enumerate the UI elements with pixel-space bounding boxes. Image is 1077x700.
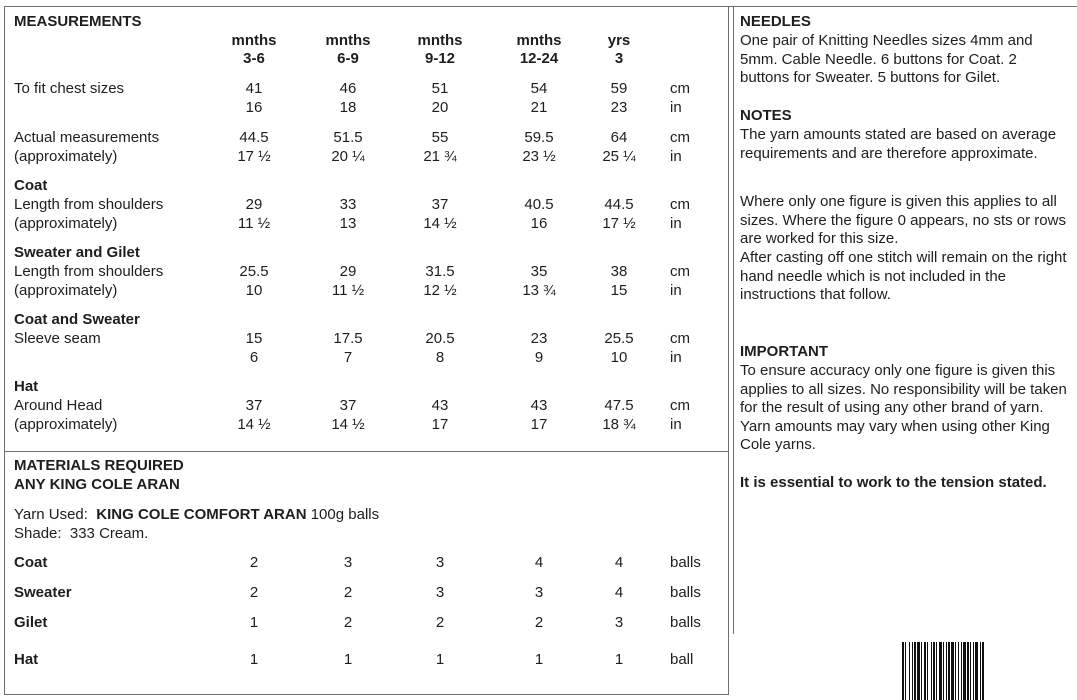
- size-header-top: mnths: [417, 32, 463, 49]
- barcode-bar: [943, 642, 944, 700]
- row-label: (approximately): [14, 148, 118, 165]
- barcode: [902, 642, 1077, 700]
- row-label: Around Head: [14, 397, 103, 414]
- row-label: Length from shoulders: [14, 263, 164, 280]
- row-label: Sleeve seam: [14, 330, 101, 347]
- unit-label: balls: [670, 584, 701, 601]
- important-text: To ensure accuracy only one figure is given this applies to all sizes. No responsibility will be taken for the result of using any other brand of yarn. Yarn amounts may vary when using other King Cole yarns.: [740, 362, 1067, 454]
- value-cell: 17 ½: [237, 148, 271, 165]
- barcode-bar: [909, 642, 910, 700]
- value-cell: 20: [431, 99, 449, 116]
- barcode-bar: [927, 642, 928, 700]
- ball-count: 3: [614, 614, 624, 631]
- value-cell: 29: [339, 263, 357, 280]
- value-cell: 54: [530, 80, 548, 97]
- value-cell: 13: [339, 215, 357, 232]
- ball-count: 1: [614, 651, 624, 668]
- value-cell: 10: [610, 349, 628, 366]
- value-cell: 55: [431, 129, 449, 146]
- barcode-bar: [970, 642, 971, 700]
- value-cell: 25.5: [239, 263, 269, 280]
- value-cell: 20.5: [425, 330, 455, 347]
- barcode-bar: [914, 642, 916, 700]
- group-heading: Sweater and Gilet: [14, 244, 140, 261]
- ball-count: 1: [534, 651, 544, 668]
- value-cell: 14 ½: [423, 215, 457, 232]
- value-cell: 23 ½: [522, 148, 556, 165]
- ball-count: 2: [343, 584, 353, 601]
- group-heading: Coat and Sweater: [14, 311, 140, 328]
- unit-label: cm: [670, 263, 690, 280]
- value-cell: 25 ¼: [602, 148, 636, 165]
- value-cell: 18: [339, 99, 357, 116]
- value-cell: 14 ½: [237, 416, 271, 433]
- group-heading: Coat: [14, 177, 48, 194]
- value-cell: 17: [530, 416, 548, 433]
- value-cell: 44.5: [604, 196, 634, 213]
- unit-label: in: [670, 349, 682, 366]
- unit-label: in: [670, 215, 682, 232]
- row-label: Length from shoulders: [14, 196, 164, 213]
- notes-paragraph: Where only one figure is given this applies to all sizes. Where the figure 0 appears, no sts or rows are worked for this size.: [740, 193, 1066, 248]
- ball-count: 4: [614, 554, 624, 571]
- value-cell: 59.5: [524, 129, 554, 146]
- value-cell: 64: [610, 129, 628, 146]
- barcode-bar: [933, 642, 935, 700]
- value-cell: 25.5: [604, 330, 634, 347]
- value-cell: 21 ¾: [423, 148, 457, 165]
- shade-line: Shade: 333 Cream.: [14, 525, 149, 542]
- unit-label: cm: [670, 129, 690, 146]
- unit-label: in: [670, 148, 682, 165]
- garment-label: Gilet: [14, 614, 48, 631]
- value-cell: 44.5: [239, 129, 269, 146]
- value-cell: 17 ½: [602, 215, 636, 232]
- value-cell: 7: [343, 349, 353, 366]
- value-cell: 43: [530, 397, 548, 414]
- row-label: To fit chest sizes: [14, 80, 125, 97]
- value-cell: 37: [245, 397, 263, 414]
- value-cell: 21: [530, 99, 548, 116]
- tension-warning: It is essential to work to the tension stated.: [740, 474, 1047, 491]
- ball-count: 3: [435, 554, 445, 571]
- ball-count: 1: [435, 651, 445, 668]
- garment-label: Sweater: [14, 584, 72, 601]
- unit-label: in: [670, 416, 682, 433]
- important-title: IMPORTANT: [740, 343, 829, 360]
- notes-paragraph: After casting off one stitch will remain on the right hand needle which is not included in the instructions that follow.: [740, 249, 1067, 304]
- size-header-bottom: 6-9: [337, 50, 359, 67]
- ball-count: 2: [249, 554, 259, 571]
- section-divider: [4, 451, 729, 452]
- value-cell: 51: [431, 80, 449, 97]
- barcode-bar: [902, 642, 904, 700]
- value-cell: 51.5: [333, 129, 363, 146]
- barcode-bar: [961, 642, 962, 700]
- ball-count: 3: [534, 584, 544, 601]
- value-cell: 16: [530, 215, 548, 232]
- barcode-bar: [955, 642, 956, 700]
- unit-label: ball: [670, 651, 694, 668]
- size-header-bottom: 12-24: [519, 50, 559, 67]
- value-cell: 41: [245, 80, 263, 97]
- barcode-bar: [917, 642, 920, 700]
- needles-text: One pair of Knitting Needles sizes 4mm and 5mm. Cable Needle. 6 buttons for Coat. 2 buttons for Sweater. 5 buttons for Gilet.: [740, 32, 1033, 87]
- size-header-bottom: 9-12: [424, 50, 456, 67]
- barcode-bar: [905, 642, 906, 700]
- value-cell: 17: [431, 416, 449, 433]
- value-cell: 13 ¾: [522, 282, 556, 299]
- garment-label: Coat: [14, 554, 48, 571]
- ball-count: 1: [249, 614, 259, 631]
- frame-bottom-border: [4, 694, 729, 695]
- materials-subtitle: ANY KING COLE ARAN: [14, 476, 180, 493]
- barcode-bar: [921, 642, 922, 700]
- size-header-bottom: 3: [614, 50, 624, 67]
- row-label: (approximately): [14, 282, 118, 299]
- unit-label: balls: [670, 614, 701, 631]
- unit-label: cm: [670, 80, 690, 97]
- value-cell: 47.5: [604, 397, 634, 414]
- value-cell: 15: [245, 330, 263, 347]
- barcode-bar: [939, 642, 942, 700]
- ball-count: 2: [435, 614, 445, 631]
- frame-top-border: [4, 6, 1077, 7]
- ball-count: 1: [343, 651, 353, 668]
- value-cell: 11 ½: [237, 215, 271, 232]
- barcode-bar: [912, 642, 913, 700]
- value-cell: 15: [610, 282, 628, 299]
- value-cell: 11 ½: [331, 282, 365, 299]
- ball-count: 4: [534, 554, 544, 571]
- barcode-bar: [946, 642, 947, 700]
- value-cell: 33: [339, 196, 357, 213]
- row-label: (approximately): [14, 215, 118, 232]
- needles-title: NEEDLES: [740, 13, 811, 30]
- barcode-bar: [975, 642, 978, 700]
- value-cell: 59: [610, 80, 628, 97]
- value-cell: 38: [610, 263, 628, 280]
- ball-count: 4: [614, 584, 624, 601]
- size-header-bottom: 3-6: [243, 50, 265, 67]
- measurements-title: MEASUREMENTS: [14, 13, 142, 30]
- value-cell: 17.5: [333, 330, 363, 347]
- yarn-name: KING COLE COMFORT ARAN: [96, 506, 307, 523]
- yarn-used-label: Yarn Used:: [14, 506, 88, 523]
- value-cell: 20 ¼: [331, 148, 365, 165]
- value-cell: 37: [431, 196, 449, 213]
- barcode-bar: [963, 642, 966, 700]
- notes-title: NOTES: [740, 107, 792, 124]
- size-header-top: mnths: [516, 32, 562, 49]
- value-cell: 40.5: [524, 196, 554, 213]
- ball-count: 2: [534, 614, 544, 631]
- ball-count: 2: [343, 614, 353, 631]
- barcode-bar: [936, 642, 937, 700]
- barcode-bar: [982, 642, 984, 700]
- column-divider-inner: [733, 6, 734, 634]
- unit-label: balls: [670, 554, 701, 571]
- value-cell: 43: [431, 397, 449, 414]
- notes-paragraph: The yarn amounts stated are based on average requirements and are therefore approximate.: [740, 126, 1057, 162]
- unit-label: in: [670, 99, 682, 116]
- value-cell: 16: [245, 99, 263, 116]
- barcode-bar: [980, 642, 981, 700]
- yarn-used-line: [14, 506, 379, 524]
- ball-count: 2: [249, 584, 259, 601]
- frame-left-border: [4, 6, 5, 694]
- value-cell: 12 ½: [423, 282, 457, 299]
- value-cell: 23: [530, 330, 548, 347]
- value-cell: 6: [249, 349, 259, 366]
- value-cell: 8: [435, 349, 445, 366]
- unit-label: cm: [670, 397, 690, 414]
- barcode-bar: [967, 642, 969, 700]
- barcode-bar: [973, 642, 974, 700]
- value-cell: 37: [339, 397, 357, 414]
- barcode-bar: [951, 642, 954, 700]
- value-cell: 9: [534, 349, 544, 366]
- barcode-bar: [931, 642, 932, 700]
- unit-label: in: [670, 282, 682, 299]
- value-cell: 23: [610, 99, 628, 116]
- group-heading: Hat: [14, 378, 39, 395]
- size-header-top: yrs: [607, 32, 631, 49]
- value-cell: 29: [245, 196, 263, 213]
- barcode-bar: [924, 642, 926, 700]
- size-header-top: mnths: [325, 32, 371, 49]
- value-cell: 46: [339, 80, 357, 97]
- row-label: (approximately): [14, 416, 118, 433]
- column-divider: [728, 6, 729, 695]
- value-cell: 14 ½: [331, 416, 365, 433]
- unit-label: cm: [670, 196, 690, 213]
- barcode-bar: [958, 642, 959, 700]
- yarn-weight: 100g balls: [310, 506, 380, 523]
- size-header-top: mnths: [231, 32, 277, 49]
- materials-title: MATERIALS REQUIRED: [14, 457, 184, 474]
- ball-count: 3: [343, 554, 353, 571]
- garment-label: Hat: [14, 651, 39, 668]
- barcode-bar: [948, 642, 950, 700]
- unit-label: cm: [670, 330, 690, 347]
- value-cell: 35: [530, 263, 548, 280]
- ball-count: 3: [435, 584, 445, 601]
- value-cell: 31.5: [425, 263, 455, 280]
- row-label: Actual measurements: [14, 129, 160, 146]
- ball-count: 1: [249, 651, 259, 668]
- value-cell: 10: [245, 282, 263, 299]
- value-cell: 18 ¾: [602, 416, 636, 433]
